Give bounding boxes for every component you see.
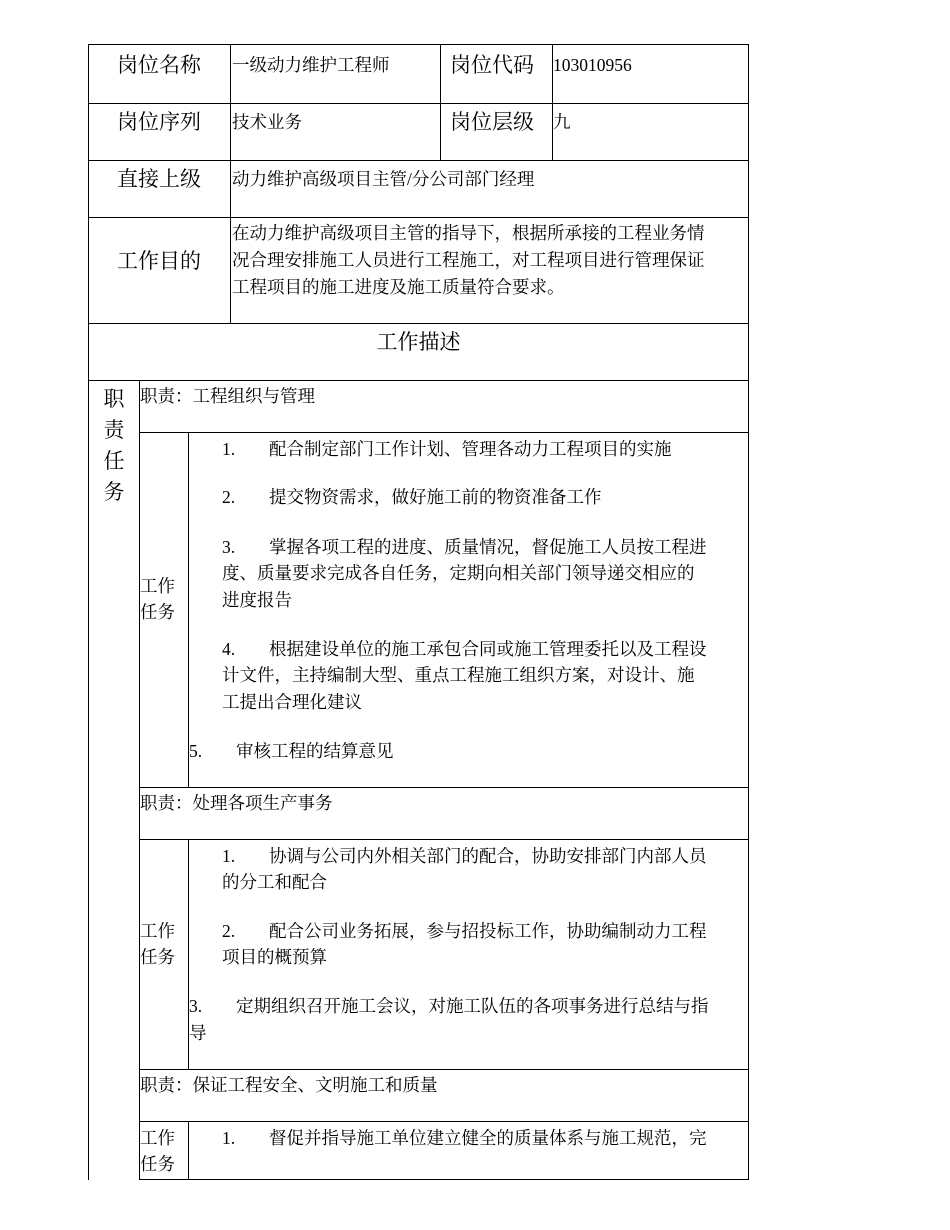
task-text: 掌握各项工程的进度、质量情况，督促施工人员按工程进 bbox=[269, 537, 707, 557]
task-item bbox=[222, 484, 602, 510]
task-item bbox=[189, 993, 709, 1019]
task-number: 1. bbox=[222, 439, 236, 459]
task-number: 1. bbox=[222, 846, 236, 866]
table-border bbox=[88, 44, 89, 1180]
task-item bbox=[222, 534, 707, 560]
task-item bbox=[222, 436, 672, 462]
task-label: 工作 任务 bbox=[140, 921, 175, 967]
table-border bbox=[230, 44, 231, 324]
table-border bbox=[188, 432, 189, 788]
table-border bbox=[139, 432, 749, 433]
task-text: 提交物资需求，做好施工前的物资准备工作 bbox=[269, 487, 602, 507]
purpose-label: 工作目的 bbox=[117, 249, 201, 273]
task-item bbox=[189, 738, 394, 764]
sequence-label: 岗位序列 bbox=[117, 110, 201, 134]
task-number: 3. bbox=[222, 537, 236, 557]
task-label: 工作 任务 bbox=[140, 1128, 175, 1174]
table-border bbox=[88, 160, 749, 161]
task-text-cont: 计文件，主持编制大型、重点工程施工组织方案，对设计、施 bbox=[222, 665, 695, 685]
task-item bbox=[222, 918, 707, 944]
table-border bbox=[139, 1121, 749, 1122]
task-text-cont: 导 bbox=[189, 1023, 207, 1043]
task-item bbox=[222, 843, 707, 869]
task-text: 配合制定部门工作计划、管理各动力工程项目的实施 bbox=[269, 439, 672, 459]
table-border bbox=[88, 103, 749, 104]
task-number: 1. bbox=[222, 1128, 236, 1148]
section-title: 工作描述 bbox=[376, 330, 461, 354]
task-text-cont: 度、质量要求完成各自任务，定期向相关部门领导递交相应的 bbox=[222, 563, 695, 583]
task-number: 3. bbox=[189, 996, 203, 1016]
table-border bbox=[88, 323, 749, 324]
task-text-cont: 项目的概预算 bbox=[222, 947, 327, 967]
task-item bbox=[222, 1125, 707, 1151]
task-number: 4. bbox=[222, 639, 236, 659]
duties-label-char: 任 bbox=[103, 449, 125, 473]
purpose-line: 在动力维护高级项目主管的指导下，根据所承接的工程业务情 bbox=[232, 223, 705, 243]
task-text: 审核工程的结算意见 bbox=[236, 741, 394, 761]
superior-label: 直接上级 bbox=[117, 167, 201, 191]
task-label: 工作 任务 bbox=[140, 576, 175, 622]
duty-title: 职责：保证工程安全、文明施工和质量 bbox=[140, 1075, 438, 1095]
sequence-value: 技术业务 bbox=[232, 112, 302, 132]
task-number: 5. bbox=[189, 741, 203, 761]
purpose-line: 况合理安排施工人员进行工程施工，对工程项目进行管理保证 bbox=[232, 250, 705, 270]
table-border bbox=[139, 380, 140, 1180]
table-border bbox=[748, 44, 749, 1180]
task-text-cont: 工提出合理化建议 bbox=[222, 692, 362, 712]
superior-value: 动力维护高级项目主管/分公司部门经理 bbox=[232, 169, 535, 189]
level-label: 岗位层级 bbox=[450, 110, 534, 134]
task-text: 协调与公司内外相关部门的配合，协助安排部门内部人员 bbox=[269, 846, 707, 866]
table-border bbox=[88, 380, 749, 381]
duties-label-char: 务 bbox=[103, 480, 125, 504]
table-border bbox=[139, 787, 749, 788]
task-number: 2. bbox=[222, 487, 236, 507]
task-text: 根据建设单位的施工承包合同或施工管理委托以及工程设 bbox=[269, 639, 707, 659]
table-border bbox=[139, 1069, 749, 1070]
task-text: 督促并指导施工单位建立健全的质量体系与施工规范，完 bbox=[269, 1128, 707, 1148]
task-text: 定期组织召开施工会议，对施工队伍的各项事务进行总结与指 bbox=[236, 996, 709, 1016]
table-border bbox=[139, 1179, 749, 1180]
level-value: 九 bbox=[553, 112, 571, 132]
table-border bbox=[88, 217, 749, 218]
table-border bbox=[188, 1121, 189, 1180]
table-border bbox=[440, 44, 441, 161]
task-text-cont: 的分工和配合 bbox=[222, 872, 327, 892]
duty-title: 职责：处理各项生产事务 bbox=[140, 793, 333, 813]
position-name-label: 岗位名称 bbox=[117, 53, 201, 77]
task-item bbox=[222, 636, 707, 662]
purpose-line: 工程项目的施工进度及施工质量符合要求。 bbox=[232, 277, 565, 297]
table-border bbox=[88, 44, 749, 45]
duties-label-char: 职 bbox=[103, 387, 125, 411]
position-code-label: 岗位代码 bbox=[450, 53, 534, 77]
duties-label-char: 责 bbox=[103, 418, 125, 442]
duties-label bbox=[101, 384, 127, 508]
duty-title: 职责：工程组织与管理 bbox=[140, 386, 315, 406]
position-name-value: 一级动力维护工程师 bbox=[232, 55, 390, 75]
task-text: 配合公司业务拓展，参与招投标工作，协助编制动力工程 bbox=[269, 921, 707, 941]
table-border bbox=[139, 839, 749, 840]
task-text-cont: 进度报告 bbox=[222, 590, 292, 610]
task-number: 2. bbox=[222, 921, 236, 941]
position-code-value: 103010956 bbox=[553, 55, 632, 75]
